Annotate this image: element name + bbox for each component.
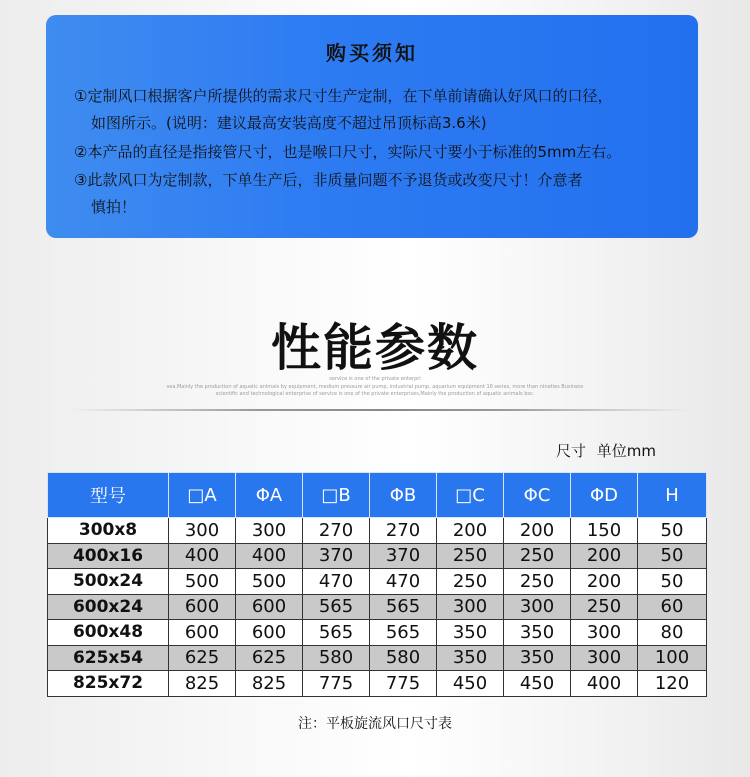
notice-item-2 (74, 139, 674, 166)
model-cell: 300x8 (48, 518, 169, 544)
performance-title: 性能参数 (271, 319, 479, 377)
value-cell: 300 (571, 620, 638, 646)
value-cell: 200 (571, 569, 638, 595)
header-square-a: □A (169, 473, 236, 518)
value-cell: 300 (504, 594, 571, 620)
value-cell: 470 (370, 569, 437, 595)
value-cell: 500 (236, 569, 303, 595)
value-cell: 50 (638, 569, 707, 595)
notice-item-text: ①定制风口根据客户所提供的需求尺寸生产定制，在下单前请确认好风口的口径， (74, 87, 613, 105)
notice-item-3 (74, 167, 674, 221)
table-row (48, 543, 707, 569)
value-cell: 625 (236, 645, 303, 671)
value-cell: 270 (303, 518, 370, 544)
value-cell: 450 (437, 671, 504, 697)
value-cell: 50 (638, 543, 707, 569)
table-row (48, 620, 707, 646)
header-dia-d: ΦD (571, 473, 638, 518)
value-cell: 470 (303, 569, 370, 595)
value-cell: 400 (571, 671, 638, 697)
value-cell: 200 (504, 518, 571, 544)
value-cell: 565 (370, 594, 437, 620)
table-note: 注：平板旋流风口尺寸表 (298, 716, 452, 732)
value-cell: 270 (370, 518, 437, 544)
section-divider (70, 409, 690, 411)
value-cell: 775 (370, 671, 437, 697)
table-row (48, 645, 707, 671)
value-cell: 825 (169, 671, 236, 697)
header-dia-b: ΦB (370, 473, 437, 518)
value-cell: 580 (370, 645, 437, 671)
header-square-c: □C (437, 473, 504, 518)
header-model: 型号 (48, 473, 169, 518)
table-row (48, 569, 707, 595)
value-cell: 400 (236, 543, 303, 569)
table-row (48, 594, 707, 620)
value-cell: 300 (437, 594, 504, 620)
value-cell: 565 (370, 620, 437, 646)
value-cell: 775 (303, 671, 370, 697)
header-h: H (638, 473, 707, 518)
value-cell: 600 (236, 620, 303, 646)
value-cell: 300 (571, 645, 638, 671)
value-cell: 350 (504, 620, 571, 646)
value-cell: 250 (437, 543, 504, 569)
value-cell: 370 (370, 543, 437, 569)
value-cell: 50 (638, 518, 707, 544)
fine-print-line: service is one of the private enterpri (329, 376, 421, 382)
value-cell: 580 (303, 645, 370, 671)
notice-title: 购买须知 (326, 41, 418, 65)
value-cell: 200 (571, 543, 638, 569)
value-cell: 565 (303, 594, 370, 620)
notice-item-continuation: 慎拍！ (91, 198, 137, 216)
value-cell: 250 (571, 594, 638, 620)
value-cell: 450 (504, 671, 571, 697)
header-dia-a: ΦA (236, 473, 303, 518)
value-cell: 80 (638, 620, 707, 646)
value-cell: 350 (504, 645, 571, 671)
value-cell: 200 (437, 518, 504, 544)
value-cell: 400 (169, 543, 236, 569)
value-cell: 250 (504, 569, 571, 595)
value-cell: 625 (169, 645, 236, 671)
value-cell: 250 (504, 543, 571, 569)
table-row (48, 671, 707, 697)
value-cell: 100 (638, 645, 707, 671)
notice-item-1 (74, 83, 674, 137)
spec-table (47, 472, 707, 697)
value-cell: 600 (236, 594, 303, 620)
fine-print-line: scientific and technological enterprise of service is one of the private enterprises,Mainly the production of aquatic animals bsc. (215, 391, 535, 397)
model-cell: 500x24 (48, 569, 169, 595)
value-cell: 825 (236, 671, 303, 697)
unit-label: 尺寸 单位mm (556, 442, 656, 460)
value-cell: 500 (169, 569, 236, 595)
purchase-notice-panel (46, 15, 698, 238)
value-cell: 565 (303, 620, 370, 646)
model-cell: 825x72 (48, 671, 169, 697)
model-cell: 625x54 (48, 645, 169, 671)
value-cell: 370 (303, 543, 370, 569)
model-cell: 600x24 (48, 594, 169, 620)
table-header-row (48, 473, 707, 518)
value-cell: 600 (169, 594, 236, 620)
header-square-b: □B (303, 473, 370, 518)
notice-item-text: ②本产品的直径是指接管尺寸，也是喉口尺寸，实际尺寸要小于标准的5mm左右。 (74, 143, 622, 161)
value-cell: 150 (571, 518, 638, 544)
value-cell: 350 (437, 620, 504, 646)
notice-item-continuation: 如图所示。(说明：建议最高安装高度不超过吊顶标高3.6米) (91, 114, 487, 132)
model-cell: 600x48 (48, 620, 169, 646)
value-cell: 350 (437, 645, 504, 671)
notice-item-text: ③此款风口为定制款，下单生产后，非质量问题不予退货或改变尺寸！介意者 (74, 171, 583, 189)
table-row (48, 518, 707, 544)
value-cell: 300 (236, 518, 303, 544)
header-dia-c: ΦC (504, 473, 571, 518)
value-cell: 60 (638, 594, 707, 620)
value-cell: 300 (169, 518, 236, 544)
value-cell: 600 (169, 620, 236, 646)
value-cell: 250 (437, 569, 504, 595)
value-cell: 120 (638, 671, 707, 697)
model-cell: 400x16 (48, 543, 169, 569)
fine-print-line: sea,Mainly the production of aquatic animals by equipment, medium pressure air pump, industrial pump, aquarium equipment 10 series, more than nineties Business (166, 384, 584, 390)
